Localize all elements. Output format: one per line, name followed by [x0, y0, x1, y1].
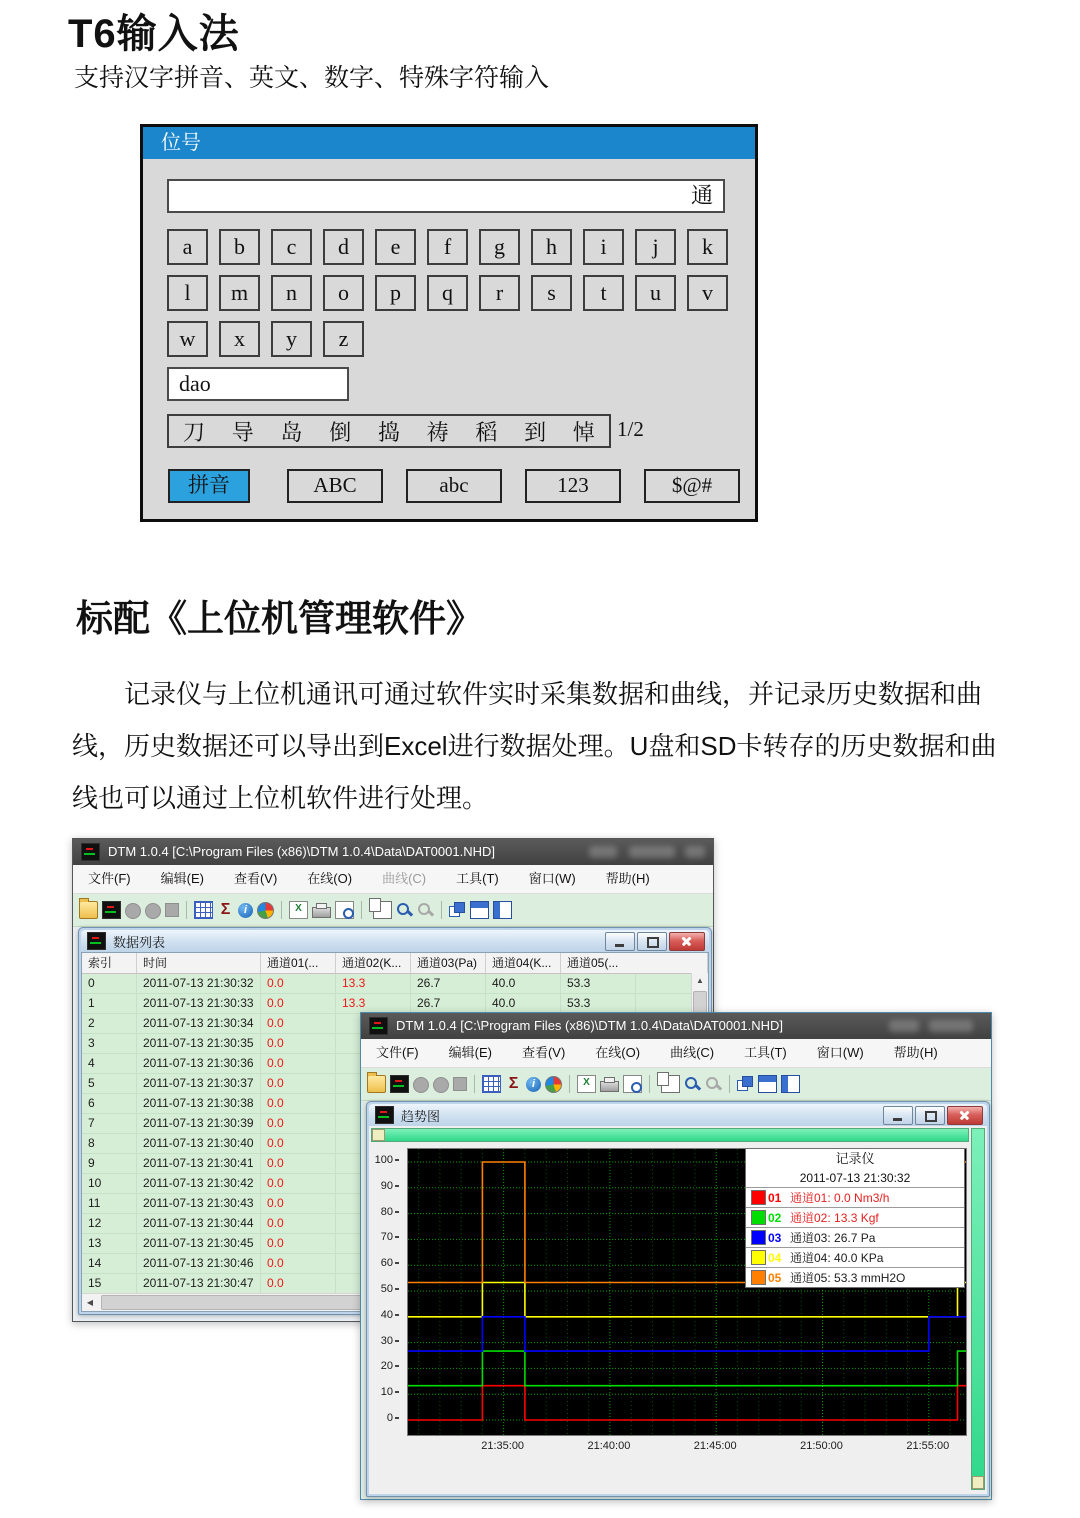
candidate-char[interactable]: 岛 — [280, 419, 303, 445]
record-icon[interactable] — [413, 1077, 429, 1093]
window-titlebar[interactable] — [361, 1013, 991, 1039]
data-list-icon — [87, 932, 106, 950]
window-title: DTM 1.0.4 [C:\Program Files (x86)\DTM 1.0.4\Data\DAT0001.NHD] — [396, 1018, 783, 1033]
page-title: T6输入法 — [68, 12, 240, 56]
pause-icon[interactable] — [433, 1077, 449, 1093]
y-tick-label: 50 — [369, 1283, 399, 1296]
cell: 13 — [82, 1234, 137, 1253]
candidate-box[interactable] — [167, 414, 611, 448]
copy-icon[interactable] — [373, 901, 392, 919]
cell: 0.0 — [261, 1214, 336, 1233]
candidate-char[interactable]: 悼 — [572, 419, 595, 445]
menu-item[interactable]: 文件(F) — [88, 871, 131, 886]
cell: 15 — [82, 1274, 137, 1293]
candidate-char[interactable]: 稻 — [475, 419, 498, 445]
y-tick-label: 80 — [369, 1206, 399, 1219]
x-tick-label: 21:45:00 — [693, 1440, 737, 1452]
table-row[interactable] — [82, 974, 708, 994]
print-preview-icon[interactable] — [335, 901, 354, 919]
window-titlebar[interactable] — [73, 839, 713, 865]
ime-mode-2[interactable]: ABC — [287, 469, 383, 503]
candidate-char[interactable]: 捣 — [377, 419, 400, 445]
key-z[interactable]: z — [323, 321, 364, 357]
zoom-icon[interactable] — [684, 1076, 701, 1092]
trend-titlebar[interactable] — [369, 1104, 987, 1126]
series-通道01 — [408, 1386, 966, 1420]
cell: 0.0 — [261, 1074, 336, 1093]
cell: 2011-07-13 21:30:39 — [137, 1114, 261, 1133]
tile-horizontal-icon[interactable] — [758, 1075, 777, 1093]
time-scrollbar[interactable] — [371, 1128, 969, 1142]
cell: 0.0 — [261, 994, 336, 1013]
y-tick-label: 100 — [369, 1154, 399, 1167]
y-tick-label: 40 — [369, 1309, 399, 1322]
x-tick-label: 21:35:00 — [481, 1440, 525, 1452]
menu-item[interactable]: 曲线(C) — [382, 871, 427, 886]
key-d[interactable]: d — [323, 229, 364, 265]
minimize-button[interactable] — [605, 932, 635, 951]
candidate-char[interactable]: 导 — [231, 419, 254, 445]
toolbar-separator — [649, 1075, 650, 1093]
channel-value: 通道04: 40.0 KPa — [790, 1251, 884, 1265]
channel-value: 通道02: 13.3 Kgf — [790, 1211, 879, 1225]
trend-title: 趋势图 — [401, 1108, 441, 1124]
tile-horizontal-icon[interactable] — [470, 901, 489, 919]
stop-icon[interactable] — [165, 903, 179, 917]
cell: 4 — [82, 1054, 137, 1073]
menu-item[interactable]: 帮助(H) — [893, 1045, 938, 1060]
key-k[interactable]: k — [687, 229, 728, 265]
channel-number: 03 — [768, 1230, 782, 1245]
toolbar-separator — [186, 901, 187, 919]
key-q[interactable]: q — [427, 275, 468, 311]
value-scrollbar[interactable] — [971, 1128, 985, 1490]
key-c[interactable]: c — [271, 229, 312, 265]
cell: 0.0 — [261, 1274, 336, 1293]
cell: 2011-07-13 21:30:40 — [137, 1134, 261, 1153]
ime-panel — [140, 124, 758, 522]
cell: 2011-07-13 21:30:35 — [137, 1034, 261, 1053]
candidate-char[interactable]: 刀 — [183, 419, 206, 445]
menu-item[interactable]: 工具(T) — [744, 1045, 787, 1060]
cell: 14 — [82, 1254, 137, 1273]
pie-chart-icon[interactable] — [257, 902, 274, 919]
cell: 2011-07-13 21:30:46 — [137, 1254, 261, 1273]
section-paragraph: 记录仪与上位机通讯可通过软件实时采集数据和曲线，并记录历史数据和曲线，历史数据还可以导出到Excel进行数据处理。U盘和SD卡转存的历史数据和曲线也可以通过上位机软件进行处理。 — [72, 679, 997, 813]
data-table-icon[interactable] — [194, 901, 213, 919]
key-b[interactable]: b — [219, 229, 260, 265]
open-file-icon[interactable] — [367, 1075, 386, 1093]
maximize-button[interactable] — [637, 932, 667, 951]
menu-item[interactable]: 在线(O) — [595, 1045, 641, 1060]
trend-body — [369, 1126, 987, 1494]
cell: 2011-07-13 21:30:37 — [137, 1074, 261, 1093]
channel-color-swatch — [751, 1190, 766, 1205]
tile-vertical-icon[interactable] — [781, 1075, 800, 1093]
cascade-windows-icon[interactable] — [449, 902, 466, 918]
redacted-region — [589, 846, 617, 858]
cell: 0.0 — [261, 1174, 336, 1193]
candidate-char[interactable]: 倒 — [329, 419, 352, 445]
toolbar-separator — [474, 1075, 475, 1093]
export-excel-icon[interactable]: X — [577, 1075, 596, 1093]
legend-row — [746, 1247, 964, 1267]
cell: 10 — [82, 1174, 137, 1193]
trend-legend — [745, 1148, 965, 1288]
cell: 0.0 — [261, 1054, 336, 1073]
key-u[interactable]: u — [635, 275, 676, 311]
candidate-char[interactable]: 祷 — [426, 419, 449, 445]
menu-item[interactable]: 查看(V) — [233, 871, 278, 886]
ime-mode-bar — [143, 469, 755, 503]
key-m[interactable]: m — [219, 275, 260, 311]
menu-item[interactable]: 文件(F) — [376, 1045, 419, 1060]
legend-row — [746, 1227, 964, 1247]
cell: 2 — [82, 1014, 137, 1033]
y-tick-label: 90 — [369, 1180, 399, 1193]
column-header[interactable]: 通道05(... — [561, 953, 708, 973]
redacted-region — [629, 846, 675, 858]
keyboard-row — [167, 275, 755, 321]
cell: 2011-07-13 21:30:34 — [137, 1014, 261, 1033]
channel-value: 通道03: 26.7 Pa — [790, 1231, 876, 1245]
menu-item[interactable]: 在线(O) — [307, 871, 353, 886]
cascade-windows-icon[interactable] — [737, 1076, 754, 1092]
menu-item[interactable]: 工具(T) — [456, 871, 499, 886]
cell: 2011-07-13 21:30:45 — [137, 1234, 261, 1253]
cell: 53.3 — [561, 994, 636, 1013]
key-i[interactable]: i — [583, 229, 624, 265]
channel-color-swatch — [751, 1210, 766, 1225]
tile-vertical-icon[interactable] — [493, 901, 512, 919]
cell: 2011-07-13 21:30:36 — [137, 1054, 261, 1073]
key-s[interactable]: s — [531, 275, 572, 311]
print-icon[interactable] — [312, 907, 331, 918]
menu-item[interactable]: 帮助(H) — [605, 871, 650, 886]
zoom-disabled-icon[interactable] — [417, 902, 434, 918]
legend-timestamp: 2011-07-13 21:30:32 — [799, 1171, 911, 1185]
cell: 2011-07-13 21:30:32 — [137, 974, 261, 993]
info-icon[interactable]: i — [238, 903, 253, 918]
cell: 40.0 — [486, 994, 561, 1013]
data-list-titlebar[interactable] — [81, 930, 709, 952]
legend-rows — [746, 1187, 964, 1287]
dtm-app-icon — [81, 843, 100, 861]
stop-icon[interactable] — [453, 1077, 467, 1091]
ime-mode-1[interactable]: 拼音 — [168, 469, 250, 503]
pinyin-input[interactable]: dao — [167, 367, 349, 401]
ime-keyboard — [167, 229, 755, 367]
trend-window — [366, 1101, 990, 1497]
cell: 0.0 — [261, 1234, 336, 1253]
y-tick-label: 60 — [369, 1257, 399, 1270]
page-subtitle: 支持汉字拼音、英文、数字、特殊字符输入 — [74, 64, 550, 92]
key-h[interactable]: h — [531, 229, 572, 265]
ime-text-input[interactable]: 通 — [167, 179, 725, 213]
channel-number: 05 — [768, 1270, 782, 1285]
channel-number: 02 — [768, 1210, 782, 1225]
keyboard-row — [167, 229, 755, 275]
window-title: DTM 1.0.4 [C:\Program Files (x86)\DTM 1.0.4\Data\DAT0001.NHD] — [108, 844, 495, 859]
ime-panel-title: 位号 — [143, 127, 755, 159]
column-header[interactable]: 时间 — [137, 953, 261, 973]
dtm-logo-icon[interactable] — [102, 901, 121, 919]
key-f[interactable]: f — [427, 229, 468, 265]
legend-row — [746, 1207, 964, 1227]
cell: 9 — [82, 1154, 137, 1173]
cell: 26.7 — [411, 974, 486, 993]
y-tick-label: 0 — [369, 1412, 399, 1425]
channel-value: 通道05: 53.3 mmH2O — [790, 1271, 906, 1285]
cell: 0.0 — [261, 1034, 336, 1053]
menu-item[interactable]: 窗口(W) — [528, 871, 576, 886]
toolbar — [361, 1068, 991, 1101]
cell: 12 — [82, 1214, 137, 1233]
cell: 0.0 — [261, 1134, 336, 1153]
toolbar-separator — [441, 901, 442, 919]
value-scrollbar-knob[interactable] — [972, 1476, 984, 1489]
toolbar-separator — [281, 901, 282, 919]
key-n[interactable]: n — [271, 275, 312, 311]
cell: 0.0 — [261, 1094, 336, 1113]
x-tick-label: 21:40:00 — [587, 1440, 631, 1452]
keyboard-row — [167, 321, 755, 367]
print-preview-icon[interactable] — [623, 1075, 642, 1093]
x-tick-label: 21:50:00 — [800, 1440, 843, 1452]
open-file-icon[interactable] — [79, 901, 98, 919]
close-button[interactable] — [947, 1106, 983, 1125]
channel-color-swatch — [751, 1230, 766, 1245]
channel-color-swatch — [751, 1250, 766, 1265]
column-header[interactable]: 通道01(... — [261, 953, 336, 973]
key-o[interactable]: o — [323, 275, 364, 311]
y-tick-label: 30 — [369, 1335, 399, 1348]
cell: 53.3 — [561, 974, 636, 993]
ime-mode-4[interactable]: 123 — [525, 469, 621, 503]
copy-icon[interactable] — [661, 1075, 680, 1093]
cell: 2011-07-13 21:30:38 — [137, 1094, 261, 1113]
cell: 1 — [82, 994, 137, 1013]
series-通道03 — [408, 1317, 966, 1351]
ime-mode-3[interactable]: abc — [406, 469, 502, 503]
sum-icon[interactable]: Σ — [220, 901, 231, 918]
column-header[interactable]: 通道03(Pa) — [411, 953, 486, 973]
dtm-app-icon — [369, 1017, 388, 1035]
table-row[interactable] — [82, 994, 708, 1014]
toolbar-separator — [361, 901, 362, 919]
cell: 2011-07-13 21:30:33 — [137, 994, 261, 1013]
cell: 5 — [82, 1074, 137, 1093]
cell: 0.0 — [261, 1154, 336, 1173]
cell: 8 — [82, 1134, 137, 1153]
cell: 2011-07-13 21:30:44 — [137, 1214, 261, 1233]
key-v[interactable]: v — [687, 275, 728, 311]
scroll-up-icon[interactable]: ▲ — [692, 973, 708, 989]
cell: 2011-07-13 21:30:43 — [137, 1194, 261, 1213]
cell: 0.0 — [261, 1194, 336, 1213]
menu-item[interactable]: 编辑(E) — [448, 1045, 492, 1060]
candidate-char[interactable]: 到 — [524, 419, 547, 445]
channel-number: 04 — [768, 1250, 782, 1265]
x-tick-label: 21:55:00 — [906, 1440, 950, 1452]
cell: 3 — [82, 1034, 137, 1053]
section-heading: 标配《上位机管理软件》 — [76, 598, 483, 639]
close-button[interactable] — [669, 932, 705, 951]
redacted-region — [889, 1020, 919, 1032]
menu-bar — [361, 1039, 991, 1068]
key-t[interactable]: t — [583, 275, 624, 311]
sum-icon[interactable]: Σ — [508, 1075, 519, 1092]
record-icon[interactable] — [125, 903, 141, 919]
print-icon[interactable] — [600, 1081, 619, 1092]
key-r[interactable]: r — [479, 275, 520, 311]
maximize-button[interactable] — [915, 1106, 945, 1125]
cell: 0.0 — [261, 1254, 336, 1273]
cell: 0.0 — [261, 1014, 336, 1033]
toolbar — [73, 894, 713, 927]
key-p[interactable]: p — [375, 275, 416, 311]
pause-icon[interactable] — [145, 903, 161, 919]
zoom-icon[interactable] — [396, 902, 413, 918]
menu-item[interactable]: 编辑(E) — [160, 871, 204, 886]
column-header[interactable]: 通道02(K... — [336, 953, 411, 973]
y-tick-label: 20 — [369, 1360, 399, 1373]
legend-row — [746, 1267, 964, 1287]
zoom-disabled-icon[interactable] — [705, 1076, 722, 1092]
channel-color-swatch — [751, 1270, 766, 1285]
key-x[interactable]: x — [219, 321, 260, 357]
column-header[interactable]: 通道04(K... — [486, 953, 561, 973]
menu-item[interactable]: 窗口(W) — [816, 1045, 864, 1060]
legend-row — [746, 1187, 964, 1207]
y-tick-label: 10 — [369, 1386, 399, 1399]
redacted-region — [929, 1020, 973, 1032]
channel-number: 01 — [768, 1190, 782, 1205]
minimize-button[interactable] — [883, 1106, 913, 1125]
y-tick-label: 70 — [369, 1231, 399, 1244]
time-scrollbar-knob[interactable] — [372, 1129, 385, 1141]
key-e[interactable]: e — [375, 229, 416, 265]
candidate-page-indicator: 1/2 — [617, 417, 644, 441]
pie-chart-icon[interactable] — [545, 1076, 562, 1093]
toolbar-separator — [729, 1075, 730, 1093]
dtm-logo-icon[interactable] — [390, 1075, 409, 1093]
cell: 0.0 — [261, 974, 336, 993]
key-j[interactable]: j — [635, 229, 676, 265]
key-g[interactable]: g — [479, 229, 520, 265]
data-table-icon[interactable] — [482, 1075, 501, 1093]
cell: 26.7 — [411, 994, 486, 1013]
cell: 0 — [82, 974, 137, 993]
ime-mode-5[interactable]: $@# — [644, 469, 740, 503]
menu-item[interactable]: 查看(V) — [521, 1045, 566, 1060]
cell: 13.3 — [336, 994, 411, 1013]
redacted-region — [685, 846, 705, 858]
cell: 40.0 — [486, 974, 561, 993]
data-list-title: 数据列表 — [113, 934, 166, 950]
dtm-window-2 — [360, 1012, 992, 1500]
trend-icon — [375, 1106, 394, 1124]
table-header-row — [82, 953, 708, 974]
export-excel-icon[interactable]: X — [289, 901, 308, 919]
key-w[interactable]: w — [167, 321, 208, 357]
cell: 0.0 — [261, 1114, 336, 1133]
cell: 2011-07-13 21:30:42 — [137, 1174, 261, 1193]
key-a[interactable]: a — [167, 229, 208, 265]
toolbar-separator — [569, 1075, 570, 1093]
cell: 6 — [82, 1094, 137, 1113]
menu-bar — [73, 865, 713, 894]
cell: 11 — [82, 1194, 137, 1213]
key-l[interactable]: l — [167, 275, 208, 311]
scroll-left-icon[interactable]: ◀ — [82, 1295, 98, 1311]
legend-title: 记录仪 — [835, 1151, 875, 1166]
cell: 2011-07-13 21:30:41 — [137, 1154, 261, 1173]
cell: 2011-07-13 21:30:47 — [137, 1274, 261, 1293]
channel-value: 通道01: 0.0 Nm3/h — [790, 1191, 890, 1205]
key-y[interactable]: y — [271, 321, 312, 357]
info-icon[interactable]: i — [526, 1077, 541, 1092]
column-header[interactable]: 索引 — [82, 953, 137, 973]
cell: 7 — [82, 1114, 137, 1133]
menu-item[interactable]: 曲线(C) — [670, 1045, 715, 1060]
cell: 13.3 — [336, 974, 411, 993]
